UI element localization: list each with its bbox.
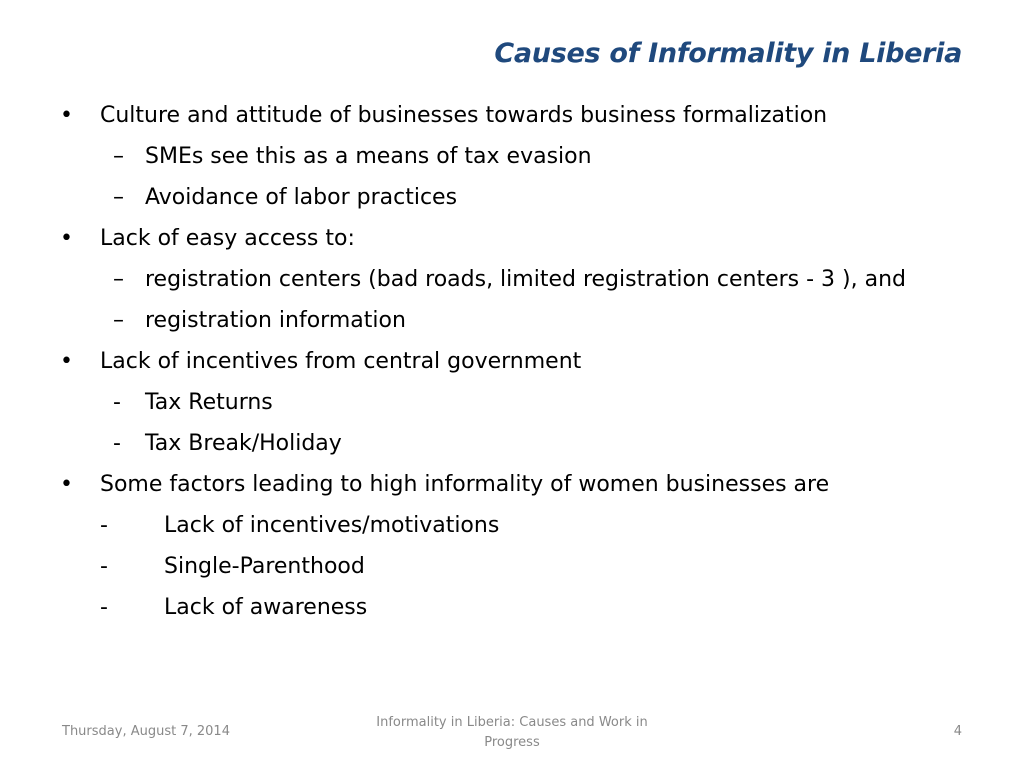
sub-bullet-marker: - — [100, 554, 108, 579]
sub-bullet-marker: - — [113, 390, 121, 415]
sub-bullet-text: SMEs see this as a means of tax evasion — [145, 144, 592, 169]
sub-bullet-item-registration-centers — [60, 263, 980, 304]
sub-bullet-text: Single-Parenthood — [164, 554, 365, 579]
sub-bullet-marker: – — [113, 144, 124, 169]
bullet-text: Lack of easy access to: — [100, 226, 355, 251]
sub-bullet-item-single-parenthood — [60, 550, 980, 591]
slide-title: Causes of Informality in Liberia — [494, 38, 962, 69]
sub-bullet-text: Tax Returns — [145, 390, 273, 415]
bullet-text: Some factors leading to high informality of women businesses are — [100, 472, 830, 497]
sub-bullet-text: Tax Break/Holiday — [145, 431, 342, 456]
bullet-item-women-businesses — [60, 468, 980, 509]
bullet-item-easy-access — [60, 222, 980, 263]
bullet-marker: • — [60, 226, 73, 251]
sub-bullet-marker: – — [113, 308, 124, 333]
footer-date: Thursday, August 7, 2014 — [62, 724, 230, 739]
footer-title-line-1: Informality in Liberia: Causes and Work in — [376, 715, 648, 730]
bullet-item-incentives — [60, 345, 980, 386]
sub-bullet-marker: – — [113, 185, 124, 210]
sub-bullet-item-tax-returns — [60, 386, 980, 427]
sub-bullet-item-awareness — [60, 591, 980, 632]
sub-bullet-marker: – — [113, 267, 124, 292]
sub-bullet-item-labor-practices — [60, 181, 980, 222]
bullet-text: Lack of incentives from central government — [100, 349, 582, 374]
sub-bullet-marker: - — [100, 513, 108, 538]
bullet-text: Culture and attitude of businesses towards business formalization — [100, 103, 828, 128]
sub-bullet-marker: - — [100, 595, 108, 620]
sub-bullet-text: Lack of awareness — [164, 595, 368, 620]
bullet-item-culture — [60, 99, 980, 140]
sub-bullet-text: Avoidance of labor practices — [145, 185, 458, 210]
slide-number: 4 — [953, 724, 962, 739]
sub-bullet-text: registration information — [145, 308, 406, 333]
footer-title — [352, 713, 672, 753]
bullet-list — [60, 99, 980, 632]
sub-bullet-item-tax-break — [60, 427, 980, 468]
bullet-marker: • — [60, 349, 73, 374]
sub-bullet-text: Lack of incentives/motivations — [164, 513, 500, 538]
sub-bullet-item-motivations — [60, 509, 980, 550]
sub-bullet-item-registration-information — [60, 304, 980, 345]
sub-bullet-item-tax-evasion — [60, 140, 980, 181]
bullet-marker: • — [60, 103, 73, 128]
sub-bullet-marker: - — [113, 431, 121, 456]
footer-title-line-2: Progress — [484, 735, 540, 750]
bullet-marker: • — [60, 472, 73, 497]
sub-bullet-text: registration centers (bad roads, limited registration centers - 3 ), and — [145, 267, 906, 292]
